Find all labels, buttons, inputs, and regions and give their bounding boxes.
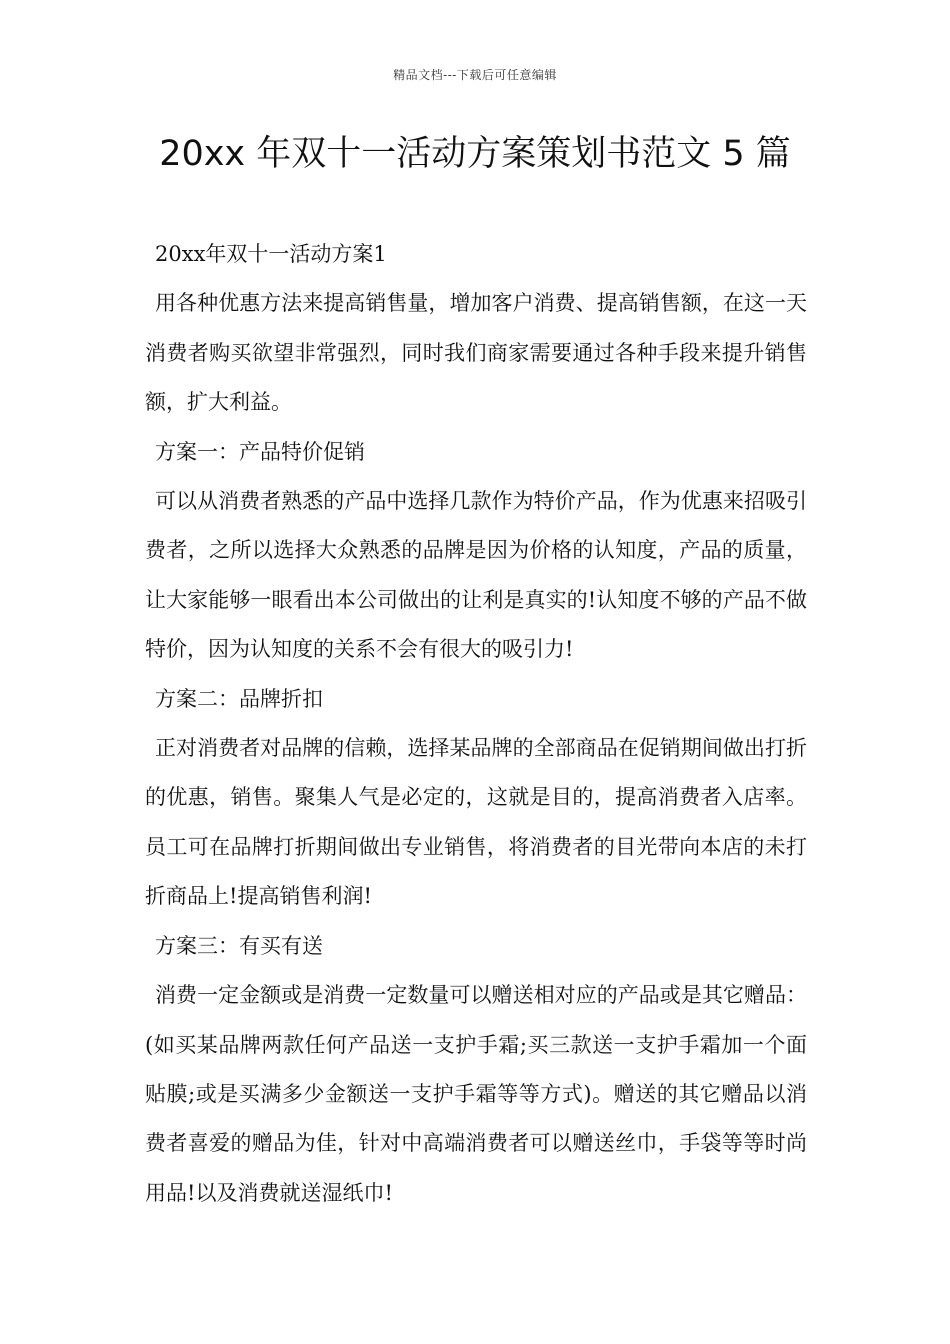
section-heading-1: 20xx年双十一活动方案1	[155, 242, 387, 266]
document-title: 20xx 年双十一活动方案策划书范文 5 篇	[159, 134, 791, 174]
plan-one-heading: 方案一：产品特价促销	[155, 439, 365, 464]
plan-two-heading: 方案二：品牌折扣	[155, 686, 323, 711]
plan-three-heading: 方案三：有买有送	[155, 933, 323, 958]
plan-three-paragraph: 消费一定金额或是消费一定数量可以赠送相对应的产品或是其它赠品：(如买某品牌两款任何产品送一支护手霜;买三款送一支护手霜加一个面贴膜;或是买满多少金额送一支护手霜等等方式)。赠送的其它赠品以消费者喜爱的赠品为佳，针对中高端消费者可以赠送丝巾，手袋等等时尚用品!以及消费就送湿纸巾!	[145, 983, 807, 1205]
plan-two-paragraph: 正对消费者对品牌的信赖，选择某品牌的全部商品在促销期间做出打折的优惠，销售。聚集人气是必定的，这就是目的，提高消费者入店率。员工可在品牌打折期间做出专业销售，将消费者的目光带向本店的未打折商品上!提高销售利润!	[145, 736, 807, 909]
intro-paragraph: 用各种优惠方法来提高销售量，增加客户消费、提高销售额，在这一天消费者购买欲望非常强烈，同时我们商家需要通过各种手段来提升销售额，扩大利益。	[145, 291, 807, 415]
header-note: 精品文档---下载后可任意编辑	[393, 68, 557, 82]
plan-one-paragraph: 可以从消费者熟悉的产品中选择几款作为特价产品，作为优惠来招吸引费者，之所以选择大众熟悉的品牌是因为价格的认知度，产品的质量，让大家能够一眼看出本公司做出的让利是真实的!认知度不够的产品不做特价，因为认知度的关系不会有很大的吸引力!	[145, 489, 807, 662]
document-body	[145, 230, 807, 1218]
